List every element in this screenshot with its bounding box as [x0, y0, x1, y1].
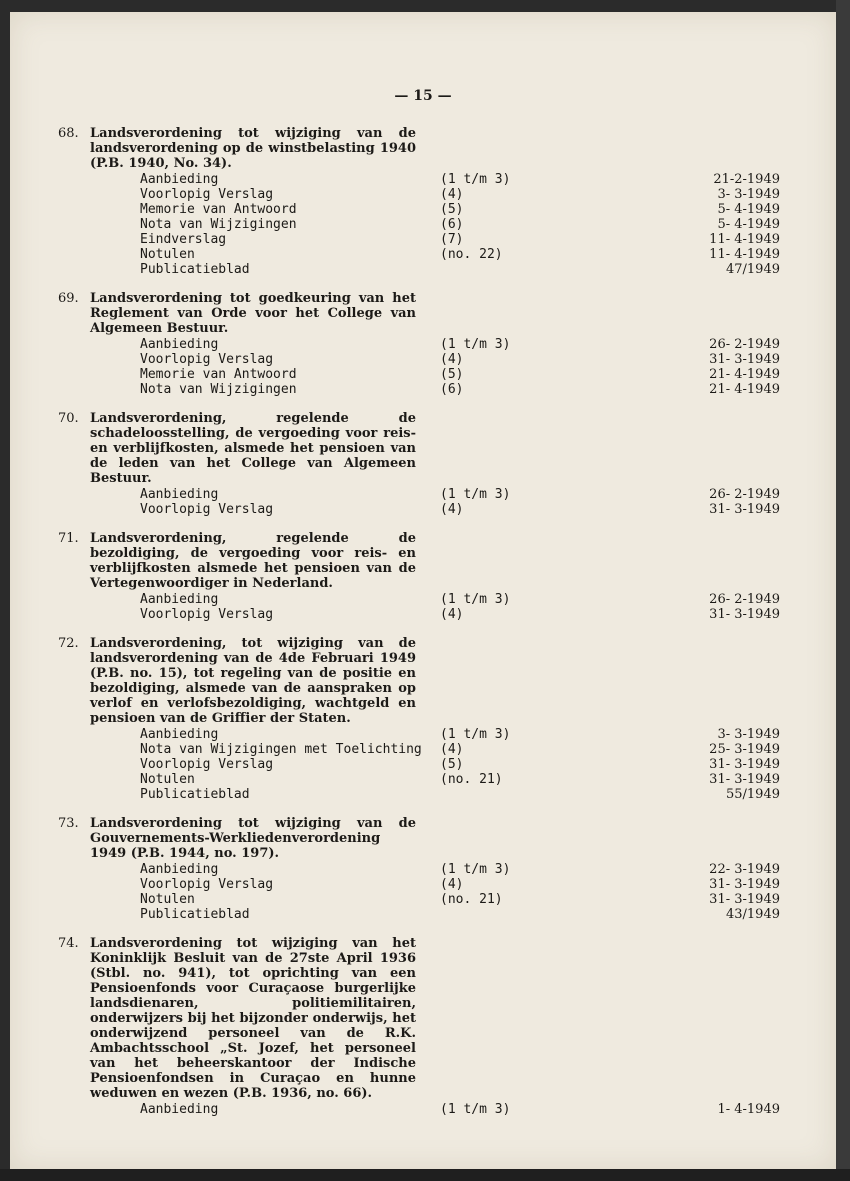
entry-reference: (5): [440, 367, 464, 382]
item-entries: [58, 592, 780, 622]
entry-row: [58, 757, 780, 772]
entry-label: Voorlopig Verslag: [140, 607, 274, 622]
entry-reference: (6): [440, 217, 464, 232]
entry-row: [58, 352, 780, 367]
item-heading: [58, 636, 780, 726]
item-title: Landsverordening tot wijziging van de landsverordening op de winstbelasting 1940 (P.B. 1940, No. 34).: [90, 126, 416, 171]
item-entries: [58, 487, 780, 517]
entry-date: 21- 4-1949: [709, 367, 780, 382]
entry-label: Eindverslag: [140, 232, 227, 247]
entry-date: 5- 4-1949: [717, 217, 780, 232]
entry-row: [58, 907, 780, 922]
item-heading: [58, 291, 780, 336]
entry-row: [58, 502, 780, 517]
item-number: 68.: [58, 126, 79, 141]
entry-label: Publicatieblad: [140, 907, 250, 922]
entry-date: 47/1949: [725, 262, 780, 277]
entry-label: Notulen: [140, 772, 195, 787]
entry-row: [58, 772, 780, 787]
entry-date: 21- 4-1949: [709, 382, 780, 397]
entry-date: 31- 3-1949: [709, 877, 780, 892]
entry-label: Publicatieblad: [140, 787, 250, 802]
entry-row: [58, 337, 780, 352]
entry-row: [58, 787, 780, 802]
entry-row: [58, 727, 780, 742]
entry-reference: (no. 21): [440, 892, 503, 907]
list-item: [58, 411, 780, 517]
list-item: [58, 291, 780, 397]
entry-reference: [440, 907, 620, 922]
entry-label: Notulen: [140, 247, 195, 262]
entry-reference: (1 t/m 3): [440, 337, 511, 352]
entry-label: Aanbieding: [140, 862, 219, 877]
page-number: — 15 —: [394, 88, 452, 104]
entry-row: [58, 592, 780, 607]
entry-label: Memorie van Antwoord: [140, 367, 297, 382]
entry-reference: (6): [440, 382, 464, 397]
entry-date: 3- 3-1949: [717, 187, 780, 202]
entry-label: Voorlopig Verslag: [140, 187, 274, 202]
entry-row: [58, 892, 780, 907]
item-entries: [58, 862, 780, 922]
entry-label: Nota van Wijzigingen met Toelichting: [140, 742, 422, 757]
list-item: [58, 126, 780, 277]
entry-reference: (1 t/m 3): [440, 487, 511, 502]
entry-label: Notulen: [140, 892, 195, 907]
entry-reference: (4): [440, 877, 464, 892]
entry-reference: (no. 21): [440, 772, 503, 787]
list-item: [58, 636, 780, 802]
entry-reference: [440, 787, 620, 802]
list-item: [58, 936, 780, 1117]
item-entries: [58, 337, 780, 397]
item-heading: [58, 411, 780, 486]
item-entries: [58, 727, 780, 802]
entry-reference: (4): [440, 502, 464, 517]
scan-edge-bottom: [0, 1169, 850, 1181]
item-number: 74.: [58, 936, 79, 951]
entry-reference: (7): [440, 232, 464, 247]
entry-row: [58, 862, 780, 877]
entry-date: 31- 3-1949: [709, 607, 780, 622]
item-number: 73.: [58, 816, 79, 831]
entry-date: 31- 3-1949: [709, 757, 780, 772]
item-heading: [58, 531, 780, 591]
entry-label: Voorlopig Verslag: [140, 757, 274, 772]
entry-date: 55/1949: [725, 787, 780, 802]
entry-reference: (1 t/m 3): [440, 862, 511, 877]
entry-date: 26- 2-1949: [709, 592, 780, 607]
list-item: [58, 531, 780, 622]
entry-row: [58, 742, 780, 757]
entry-label: Aanbieding: [140, 727, 219, 742]
entry-date: 26- 2-1949: [709, 337, 780, 352]
entry-reference: (1 t/m 3): [440, 172, 511, 187]
entry-row: [58, 877, 780, 892]
entry-label: Voorlopig Verslag: [140, 877, 274, 892]
item-heading: [58, 936, 780, 1101]
entry-date: 22- 3-1949: [709, 862, 780, 877]
entry-date: 31- 3-1949: [709, 502, 780, 517]
entry-date: 5- 4-1949: [717, 202, 780, 217]
entry-reference: (4): [440, 607, 464, 622]
item-title: Landsverordening, tot wijziging van de landsverordening van de 4de Februari 1949 (P.B. no. 15), tot regeling van de positie en bezoldiging, alsmede van de aanspraken op verlof en verlofsbezoldiging, wachtgeld en pensioen van de Griffier der Staten.: [90, 636, 416, 726]
entry-reference: (4): [440, 187, 464, 202]
scan-edge-right: [836, 0, 850, 1181]
entry-reference: (5): [440, 757, 464, 772]
entry-row: [58, 232, 780, 247]
entry-reference: [440, 262, 620, 277]
entry-reference: (1 t/m 3): [440, 727, 511, 742]
entry-date: 11- 4-1949: [709, 232, 780, 247]
entry-label: Aanbieding: [140, 172, 219, 187]
list-item: [58, 816, 780, 922]
entry-row: [58, 1102, 780, 1117]
item-entries: [58, 1102, 780, 1117]
item-entries: [58, 172, 780, 277]
entry-label: Voorlopig Verslag: [140, 502, 274, 517]
entry-label: Voorlopig Verslag: [140, 352, 274, 367]
item-title: Landsverordening tot goedkeuring van het Reglement van Orde voor het College van Algemeen Bestuur.: [90, 291, 416, 336]
item-list: [58, 126, 780, 1131]
item-title: Landsverordening, regelende de schadeloosstelling, de vergoeding voor reis- en verblijfkosten, alsmede het pensioen van de leden van het College van Algemeen Bestuur.: [90, 411, 416, 486]
entry-row: [58, 382, 780, 397]
entry-row: [58, 247, 780, 262]
entry-date: 31- 3-1949: [709, 772, 780, 787]
entry-date: 43/1949: [725, 907, 780, 922]
entry-label: Aanbieding: [140, 487, 219, 502]
entry-reference: (5): [440, 202, 464, 217]
entry-date: 1- 4-1949: [717, 1102, 780, 1117]
entry-reference: (no. 22): [440, 247, 503, 262]
entry-row: [58, 217, 780, 232]
entry-row: [58, 262, 780, 277]
entry-label: Publicatieblad: [140, 262, 250, 277]
item-number: 70.: [58, 411, 79, 426]
entry-row: [58, 202, 780, 217]
item-title: Landsverordening tot wijziging van de Gouvernements-Werkliedenverordening 1949 (P.B. 1944, no. 197).: [90, 816, 416, 861]
entry-row: [58, 607, 780, 622]
entry-date: 11- 4-1949: [709, 247, 780, 262]
item-number: 69.: [58, 291, 79, 306]
item-heading: [58, 126, 780, 171]
item-number: 71.: [58, 531, 79, 546]
entry-label: Aanbieding: [140, 1102, 219, 1117]
entry-reference: (1 t/m 3): [440, 1102, 511, 1117]
item-title: Landsverordening tot wijziging van het Koninklijk Besluit van de 27ste April 1936 (Stbl. no. 941), tot oprichting van een Pensioenfonds voor Curaçaose burgerlijke landsdienaren, politiemilitairen, onderwijzers bij het bijzonder onderwijs, het onderwijzend personeel van de R.K. Ambachtsschool „St. Jozef, het personeel van het beheerskantoor der Indische Pensioenfondsen in Curaçao en hunne weduwen en wezen (P.B. 1936, no. 66).: [90, 936, 416, 1101]
entry-date: 25- 3-1949: [709, 742, 780, 757]
entry-label: Aanbieding: [140, 592, 219, 607]
entry-label: Nota van Wijzigingen: [140, 217, 297, 232]
entry-row: [58, 187, 780, 202]
item-heading: [58, 816, 780, 861]
entry-reference: (1 t/m 3): [440, 592, 511, 607]
entry-label: Memorie van Antwoord: [140, 202, 297, 217]
entry-date: 21-2-1949: [713, 172, 780, 187]
document-page: [10, 12, 836, 1169]
entry-reference: (4): [440, 352, 464, 367]
entry-row: [58, 172, 780, 187]
entry-date: 3- 3-1949: [717, 727, 780, 742]
entry-reference: (4): [440, 742, 464, 757]
entry-date: 31- 3-1949: [709, 352, 780, 367]
entry-row: [58, 487, 780, 502]
entry-date: 31- 3-1949: [709, 892, 780, 907]
entry-label: Aanbieding: [140, 337, 219, 352]
entry-row: [58, 367, 780, 382]
entry-label: Nota van Wijzigingen: [140, 382, 297, 397]
item-title: Landsverordening, regelende de bezoldiging, de vergoeding voor reis- en verblijfkosten alsmede het pensioen van de Vertegenwoordiger in Nederland.: [90, 531, 416, 591]
entry-date: 26- 2-1949: [709, 487, 780, 502]
item-number: 72.: [58, 636, 79, 651]
